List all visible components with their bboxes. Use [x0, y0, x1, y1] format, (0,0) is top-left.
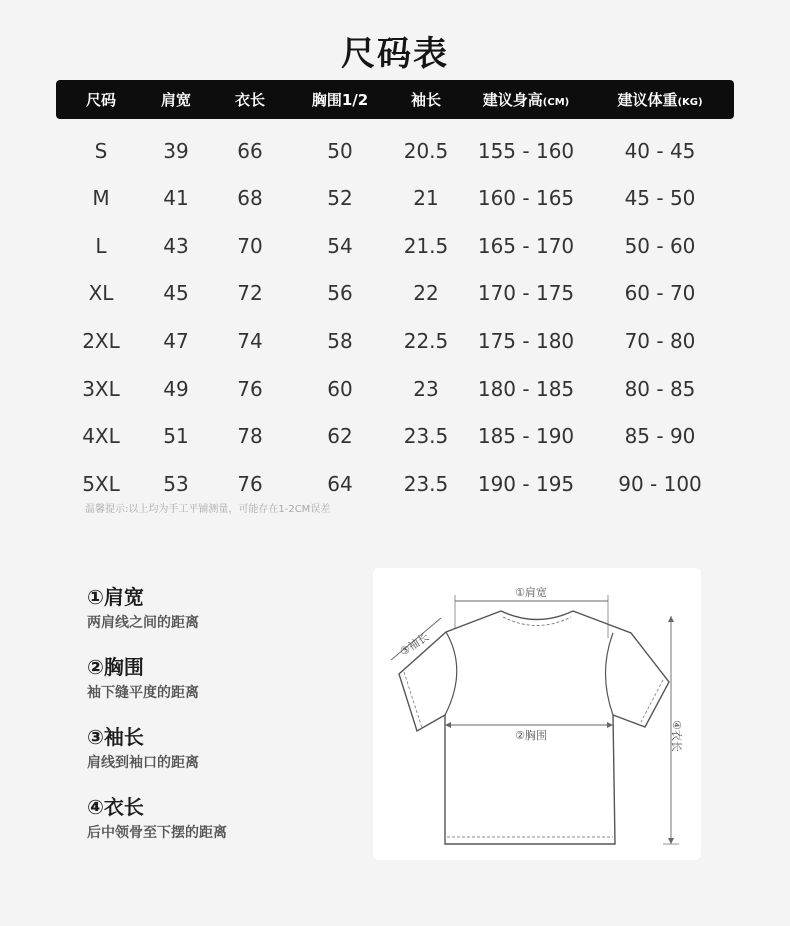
cell-length: 78: [237, 424, 263, 449]
cell-weight: 40 - 45: [624, 138, 696, 163]
cell-sleeve: 21.5: [403, 233, 449, 258]
cell-sleeve: 22: [413, 281, 439, 306]
header-chest: 胸围1/2: [294, 80, 386, 119]
cell-size: 3XL: [82, 376, 120, 401]
cell-weight: 45 - 50: [624, 185, 696, 210]
cell-size: M: [92, 185, 110, 210]
header-height: 建议身高(CM): [466, 80, 586, 119]
measurement-tip: 温馨提示:以上均为手工平铺测量，可能存在1-2CM误差: [85, 504, 331, 515]
cell-height: 170 - 175: [477, 281, 575, 306]
cell-shoulder: 51: [163, 424, 189, 449]
cell-shoulder: 53: [163, 471, 189, 496]
page-title: 尺码表: [341, 34, 449, 74]
legend-desc: 袖下缝平度的距离: [87, 685, 199, 701]
cell-length: 76: [237, 471, 263, 496]
cell-shoulder: 43: [163, 233, 189, 258]
cell-length: 66: [237, 138, 263, 163]
cell-chest: 52: [327, 185, 353, 210]
cell-length: 70: [237, 233, 263, 258]
cell-chest: 60: [327, 376, 353, 401]
cell-chest: 58: [327, 328, 353, 353]
cell-height: 180 - 185: [477, 376, 575, 401]
tshirt-diagram: [373, 568, 701, 860]
table-row: [56, 119, 734, 174]
cell-chest: 50: [327, 138, 353, 163]
cell-size: 2XL: [82, 328, 120, 353]
cell-weight: 85 - 90: [624, 424, 696, 449]
cell-size: 4XL: [82, 424, 120, 449]
legend-title: ②胸围: [87, 655, 144, 679]
chest-label: ②胸围: [515, 729, 547, 742]
table-row: [56, 365, 734, 413]
cell-sleeve: 22.5: [403, 328, 449, 353]
header-length: 衣长: [206, 80, 294, 119]
cell-size: 5XL: [82, 471, 120, 496]
cell-weight: 50 - 60: [624, 233, 696, 258]
cell-shoulder: 49: [163, 376, 189, 401]
sleeve-label: ③袖长: [397, 630, 432, 659]
cell-weight: 70 - 80: [624, 328, 696, 353]
cell-chest: 64: [327, 471, 353, 496]
legend-item-chest: [87, 654, 347, 705]
legend-item-shoulder: [87, 584, 347, 635]
cell-shoulder: 41: [163, 185, 189, 210]
cell-length: 72: [237, 281, 263, 306]
header-size: 尺码: [56, 80, 146, 119]
cell-sleeve: 21: [413, 185, 439, 210]
right-armhole: [606, 633, 614, 715]
legend-desc: 两肩线之间的距离: [87, 615, 199, 631]
cell-sleeve: 20.5: [403, 138, 449, 163]
cell-height: 185 - 190: [477, 424, 575, 449]
cell-sleeve: 23.5: [403, 424, 449, 449]
cell-length: 76: [237, 376, 263, 401]
tshirt-diagram-card: [373, 568, 701, 860]
legend-title: ①肩宽: [87, 585, 144, 609]
cell-chest: 62: [327, 424, 353, 449]
cell-size: XL: [88, 281, 114, 306]
measurement-legend: [87, 584, 347, 864]
cell-height: 165 - 170: [477, 233, 575, 258]
cell-shoulder: 39: [163, 138, 189, 163]
cell-height: 175 - 180: [477, 328, 575, 353]
header-shoulder: 肩宽: [146, 80, 206, 119]
header-weight: 建议体重(KG): [586, 80, 734, 119]
cell-height: 155 - 160: [477, 138, 575, 163]
cell-size: L: [95, 233, 107, 258]
cell-size: S: [94, 138, 108, 163]
cell-sleeve: 23: [413, 376, 439, 401]
header-sleeve: 袖长: [386, 80, 466, 119]
table-row: [56, 269, 734, 317]
cell-height: 190 - 195: [477, 471, 575, 496]
table-row: [56, 412, 734, 460]
length-label: ④衣长: [670, 720, 683, 752]
cell-weight: 60 - 70: [624, 281, 696, 306]
legend-item-length: [87, 794, 347, 845]
cell-height: 160 - 165: [477, 185, 575, 210]
table-row: [56, 317, 734, 365]
collar-stitch: [503, 617, 571, 626]
legend-item-sleeve: [87, 724, 347, 775]
table-row: [56, 174, 734, 222]
right-sleeve-hem: [641, 680, 663, 722]
table-row: [56, 222, 734, 270]
cell-chest: 54: [327, 233, 353, 258]
legend-desc: 后中领骨至下摆的距离: [87, 825, 227, 841]
cell-shoulder: 45: [163, 281, 189, 306]
left-armhole: [445, 632, 457, 715]
cell-weight: 90 - 100: [618, 471, 702, 496]
cell-weight: 80 - 85: [624, 376, 696, 401]
size-table: [56, 80, 734, 508]
tshirt-outline: [399, 611, 669, 844]
legend-title: ④衣长: [87, 795, 144, 819]
legend-title: ③袖长: [87, 725, 144, 749]
cell-sleeve: 23.5: [403, 471, 449, 496]
cell-length: 74: [237, 328, 263, 353]
cell-length: 68: [237, 185, 263, 210]
legend-desc: 肩线到袖口的距离: [87, 755, 199, 771]
cell-chest: 56: [327, 281, 353, 306]
shoulder-label: ①肩宽: [515, 586, 547, 599]
cell-shoulder: 47: [163, 328, 189, 353]
table-header-row: [56, 80, 734, 119]
